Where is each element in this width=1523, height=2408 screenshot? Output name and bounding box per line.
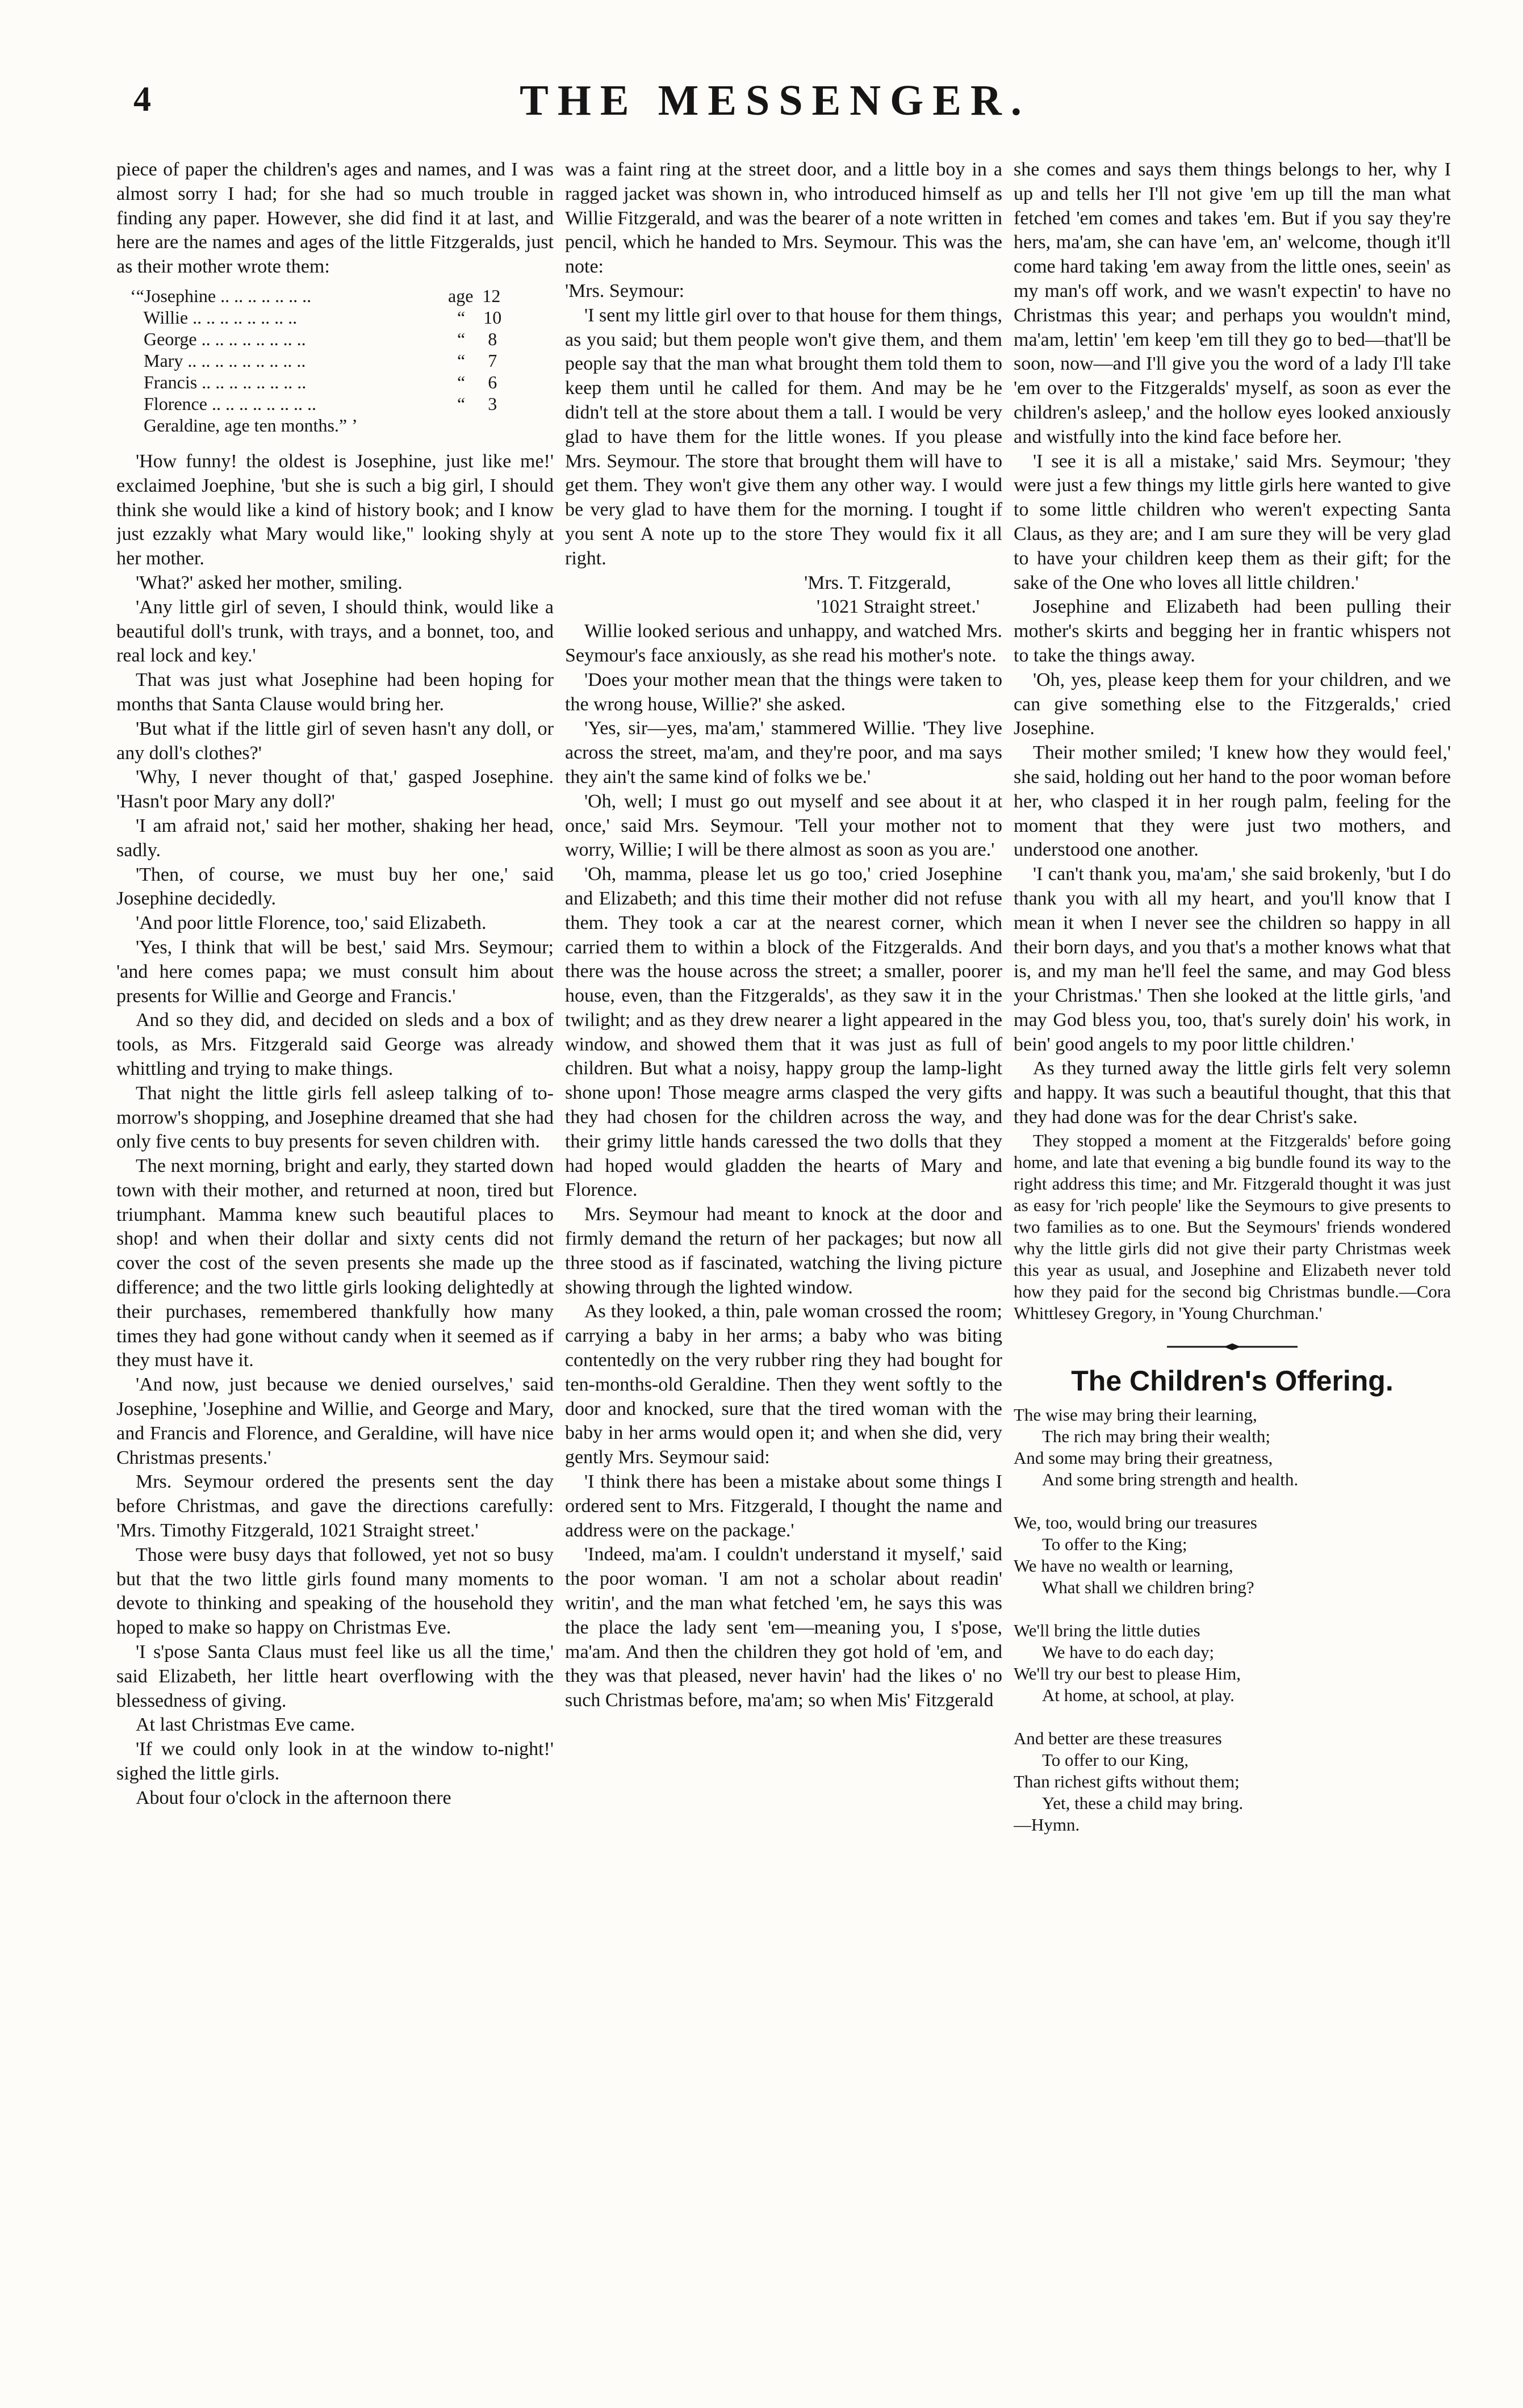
child-age	[448, 414, 516, 436]
child-age: age 12	[448, 285, 501, 306]
poem-stanza	[1014, 1728, 1451, 1814]
masthead-title: THE MESSENGER.	[520, 77, 1031, 124]
paragraph: That night the little girls fell asleep talking of to-morrow's shopping, and Josephine dreamed that she had only five cents to buy presents for seven children with.	[116, 1082, 554, 1153]
letter-address: '1021 Straight street.'	[816, 596, 980, 618]
paragraph: 'And now, just because we denied ourselves,' said Josephine, 'Josephine and Willie, and George and Mary, and Francis and Florence, and Geraldine, will have nice Christmas presents.'	[116, 1374, 554, 1468]
age-row	[130, 350, 554, 371]
paragraph: 'Indeed, ma'am. I couldn't understand it myself,' said the poor woman. 'I am not a scholar about readin' writin', and the man what fetched 'em, he says this was the place the lady sent 'em—meaning you, I s'pose, ma'am. And then the children they got hold of 'em, and they was that pleased, never havin' had the likes o' no such Christmas before, ma'am; so when Mis' Fitzgerald	[565, 1544, 1002, 1711]
paragraph: 'But what if the little girl of seven hasn't any doll, or any doll's clothes?'	[116, 718, 554, 764]
paragraph: About four o'clock in the afternoon there	[136, 1787, 451, 1808]
child-age: “ 6	[448, 371, 497, 392]
paragraph: And so they did, and decided on sleds and a box of tools, as Mrs. Fitzgerald said George was already whittling and trying to make things.	[116, 1010, 554, 1079]
paragraph: That was just what Josephine had been hoping for months that Santa Clause would bring her.	[116, 669, 554, 715]
column-3	[1014, 158, 1451, 2338]
poem-line: And some may bring their greatness,	[1014, 1447, 1273, 1468]
letter-signature: 'Mrs. T. Fitzgerald,	[804, 572, 951, 593]
paragraph: 'Oh, yes, please keep them for your children, and we can give something else to the Fitzgeralds,' cried Josephine.	[1014, 669, 1451, 739]
paragraph: piece of paper the children's ages and names, and I was almost sorry I had; for she had so much trouble in finding any paper. However, she did find it at last, and here are the names and ages of the little Fitzgeralds, just as their mother wrote them:	[116, 159, 554, 278]
paragraph: Their mother smiled; 'I knew how they would feel,' she said, holding out her hand to the poor woman before her, who clasped it in her rough palm, feeling for the moment that they were just two mothers, and understood one another.	[1014, 742, 1451, 861]
child-age: “ 8	[448, 328, 497, 349]
paragraph: At last Christmas Eve came.	[136, 1714, 355, 1736]
paragraph: The next morning, bright and early, they started down town with their mother, and returned at noon, tired but triumphant. Mamma knew such beautiful places to shop! and when their dollar and sixty cents did not cover the cost of the seven presents she made up the difference; and the two little girls looking delightedly at their purchases, remembered thankfully how many times they had gone without candy when it seemed as if they must have it.	[116, 1155, 554, 1371]
poem-line: And better are these treasures	[1014, 1728, 1222, 1748]
paragraph: As they looked, a thin, pale woman crossed the room; carrying a baby in her arms; a baby who was biting contentedly on the very rubber ring they had bought for ten-months-old Geraldine. Then they went softly to the door and knocked, sure that the tired woman with the baby in her arms would open it; and when she did, very gently Mrs. Seymour said:	[565, 1301, 1002, 1468]
child-age: “ 7	[448, 350, 497, 371]
letter-salutation: 'Mrs. Seymour:	[565, 280, 685, 301]
poem-stanza	[1014, 1512, 1451, 1598]
paragraph: 'And poor little Florence, too,' said Elizabeth.	[136, 912, 487, 934]
poem-line: We'll try our best to please Him,	[1014, 1663, 1241, 1683]
paragraph: As they turned away the little girls felt very solemn and happy. It was such a beautiful thought, that this that they had done was for the dear Christ's sake.	[1014, 1058, 1451, 1128]
paragraph: 'What?' asked her mother, smiling.	[136, 572, 403, 593]
poem-line: Yet, these a child may bring.	[1042, 1793, 1244, 1813]
paragraph: 'Why, I never thought of that,' gasped Josephine. 'Hasn't poor Mary any doll?'	[116, 767, 554, 813]
paragraph: 'Then, of course, we must buy her one,' said Josephine decidedly.	[116, 864, 554, 910]
age-row	[130, 393, 554, 414]
age-row	[130, 285, 554, 307]
paragraph: 'Oh, well; I must go out myself and see about it at once,' said Mrs. Seymour. 'Tell your mother not to worry, Willie; I will be there almost as soon as you are.'	[565, 790, 1002, 861]
paragraph: 'Oh, mamma, please let us go too,' cried Josephine and Elizabeth; and this time their mother did not refuse them. They took a car at the nearest corner, which carried them to within a block of the Fitzgeralds. And there was the house across the street; a smaller, poorer house, even, than the Fitzgeralds', as they saw it in the twilight; and as they drew nearer a light appeared in the window, and showed them that it was just as full of children. But what a noisy, happy group the lamp-light shone upon! Those meagre arms clasped the very gifts they had chosen for the children across the way, and their grimy little hands caressed the two dolls that they had hoped would gladden the hearts of Mary and Florence.	[565, 864, 1002, 1201]
paragraph: 'I can't thank you, ma'am,' she said brokenly, 'but I do thank you with all my heart, and you'll know that I mean it when I never see the children so happy in all their born days, and you that's a mother knows what that is, and my man he'll feel the same, and may God bless your Christmas.' Then she looked at the little girls, 'and may God bless you, too, that's surely doin' his work, in bein' good angels to my poor little children.'	[1014, 864, 1451, 1055]
child-name: Florence .. .. .. .. .. .. .. ..	[130, 393, 316, 414]
child-name: ‘“Josephine .. .. .. .. .. .. ..	[130, 285, 312, 306]
paragraph: Josephine and Elizabeth had been pulling their mother's skirts and begging her in frantic whispers not to take the things away.	[1014, 596, 1451, 666]
poem-credit: —Hymn.	[1014, 1814, 1080, 1835]
child-age: “ 10	[448, 307, 502, 328]
age-row	[130, 328, 554, 350]
child-age: “ 3	[448, 393, 497, 414]
paragraph: Mrs. Seymour had meant to knock at the door and firmly demand the return of her packages; but now all three stood as if fascinated, watching the living picture showing through the lighted window.	[565, 1204, 1002, 1298]
page-number: 4	[133, 80, 151, 119]
paragraph: 'How funny! the oldest is Josephine, just like me!' exclaimed Joephine, 'but she is such a big girl, I should think she would like a kind of history book; and I know just ezzakly what Mary would like," looking shyly at her mother.	[116, 450, 554, 569]
child-name: Francis .. .. .. .. .. .. .. ..	[130, 371, 307, 392]
children-ages-list	[130, 285, 554, 436]
poem-stanza	[1014, 1404, 1451, 1490]
paragraph: They stopped a moment at the Fitzgeralds' before going home, and late that evening a big bundle found its way to the right address this time; and Mr. Fitzgerald thought it was just as easy for 'rich people' like the Seymours to give presents to two families as to one. But the Seymours' friends wondered why the little girls did not give their party Christmas week this year as usual, and Josephine and Elizabeth never told how they paid for the second big Christmas bundle.—Cora Whittlesey Gregory, in 'Young Churchman.'	[1014, 1130, 1451, 1323]
child-name: George .. .. .. .. .. .. .. ..	[130, 328, 306, 349]
paragraph: was a faint ring at the street door, and a little boy in a ragged jacket was shown in, who introduced himself as Willie Fitzgerald, and was the bearer of a note written in pencil, which he handed to Mrs. Seymour. This was the note:	[565, 159, 1002, 278]
poem-line: Than richest gifts without them;	[1014, 1771, 1240, 1791]
letter-body: 'I sent my little girl over to that house for them things, as you said; but them people won't give them, and them people say that the man what brought them told them to keep them until he called for them. And may be he didn't tell at the store about them a tall. I would be very glad to have them for the little wones. If you please Mrs. Seymour. The store that brought them will have to get them. They won't give them any other way. I would be very glad to have them for the morning. I tought if you sent A note up to the store They would fix it all right.	[565, 304, 1002, 569]
paragraph: 'I am afraid not,' said her mother, shaking her head, sadly.	[116, 815, 554, 861]
paragraph: Those were busy days that followed, yet not so busy but that the two little girls found many moments to devote to thinking and speaking of the household they hoped to make so happy on Christmas Eve.	[116, 1544, 554, 1639]
child-name: Geraldine, age ten months.” ’	[130, 414, 358, 435]
paragraph: 'Any little girl of seven, I should think, would like a beautiful doll's trunk, with trays, and a bonnet, too, and real lock and key.'	[116, 596, 554, 667]
column-2	[565, 158, 1002, 2338]
section-divider	[1014, 1333, 1451, 1358]
paragraph: 'Does your mother mean that the things were taken to the wrong house, Willie?' she asked.	[565, 669, 1002, 715]
child-name: Mary .. .. .. .. .. .. .. .. ..	[130, 350, 306, 371]
poem-line: To offer to the King;	[1042, 1534, 1187, 1554]
poem-line: To offer to our King,	[1042, 1749, 1189, 1770]
paragraph: 'If we could only look in at the window to-night!' sighed the little girls.	[116, 1739, 554, 1785]
column-1	[116, 158, 554, 2338]
poem-line: We have no wealth or learning,	[1014, 1555, 1233, 1576]
poem-line: And some bring strength and health.	[1042, 1469, 1299, 1489]
paragraph: 'Yes, I think that will be best,' said Mrs. Seymour; 'and here comes papa; we must consult him about presents for Willie and George and Francis.'	[116, 936, 554, 1007]
poem-line: We have to do each day;	[1042, 1641, 1215, 1662]
age-row	[130, 307, 554, 328]
poem-line: At home, at school, at play.	[1042, 1685, 1235, 1705]
poem-line: The wise may bring their learning,	[1014, 1404, 1257, 1425]
paragraph: Willie looked serious and unhappy, and watched Mrs. Seymour's face anxiously, as she read his mother's note.	[565, 621, 1002, 666]
paragraph: 'I s'pose Santa Claus must feel like us all the time,' said Elizabeth, her little heart overflowing with the blessedness of giving.	[116, 1641, 554, 1711]
poem-line: We'll bring the little duties	[1014, 1620, 1200, 1640]
poem-title: The Children's Offering.	[1071, 1364, 1394, 1397]
paragraph: Mrs. Seymour ordered the presents sent the day before Christmas, and gave the directions carefully: 'Mrs. Timothy Fitzgerald, 1021 Straight street.'	[116, 1471, 554, 1542]
age-row	[130, 371, 554, 393]
paragraph: 'I think there has been a mistake about some things I ordered sent to Mrs. Fitzgerald, I thought the name and address were on the package.'	[565, 1471, 1002, 1541]
paragraph: she comes and says them things belongs to her, why I up and tells her I'll not give 'em up till the man what fetched 'em comes and takes 'em. But if you say they're hers, ma'am, she can have 'em, an' welcome, though it'll come hard taking 'em away from the little ones, seein' as my man's off work, and we wasn't expectin' to have no Christmas this year; and perhaps you wouldn't mind, ma'am, lettin' 'em keep 'em till they go to bed—that'll be soon, now—and I'll give you the word of a lady I'll take 'em over to the Fitzgeralds' myself, as soon as ever the children's asleep,' and the hollow eyes looked anxiously and wistfully into the kind face before her.	[1014, 159, 1451, 447]
child-name: Willie .. .. .. .. .. .. .. ..	[130, 307, 298, 328]
paragraph: 'Yes, sir—yes, ma'am,' stammered Willie. 'They live across the street, ma'am, and they're poor, and ma says they ain't the same kind of folks we be.'	[565, 718, 1002, 788]
poem-line: The rich may bring their wealth;	[1042, 1426, 1271, 1446]
page-header	[0, 79, 1523, 142]
poem-line: We, too, would bring our treasures	[1014, 1512, 1257, 1532]
age-row	[130, 414, 554, 436]
ornamental-rule-icon	[1167, 1343, 1298, 1351]
poem-line: What shall we children bring?	[1042, 1577, 1254, 1597]
poem-stanza	[1014, 1620, 1451, 1706]
paragraph: 'I see it is all a mistake,' said Mrs. Seymour; 'they were just a few things my little girls here wanted to give to some little children who weren't expecting Santa Claus, as they are; and I am sure they will be very glad to have your children keep them as their gift; for the sake of the One who loves all little children.'	[1014, 450, 1451, 593]
